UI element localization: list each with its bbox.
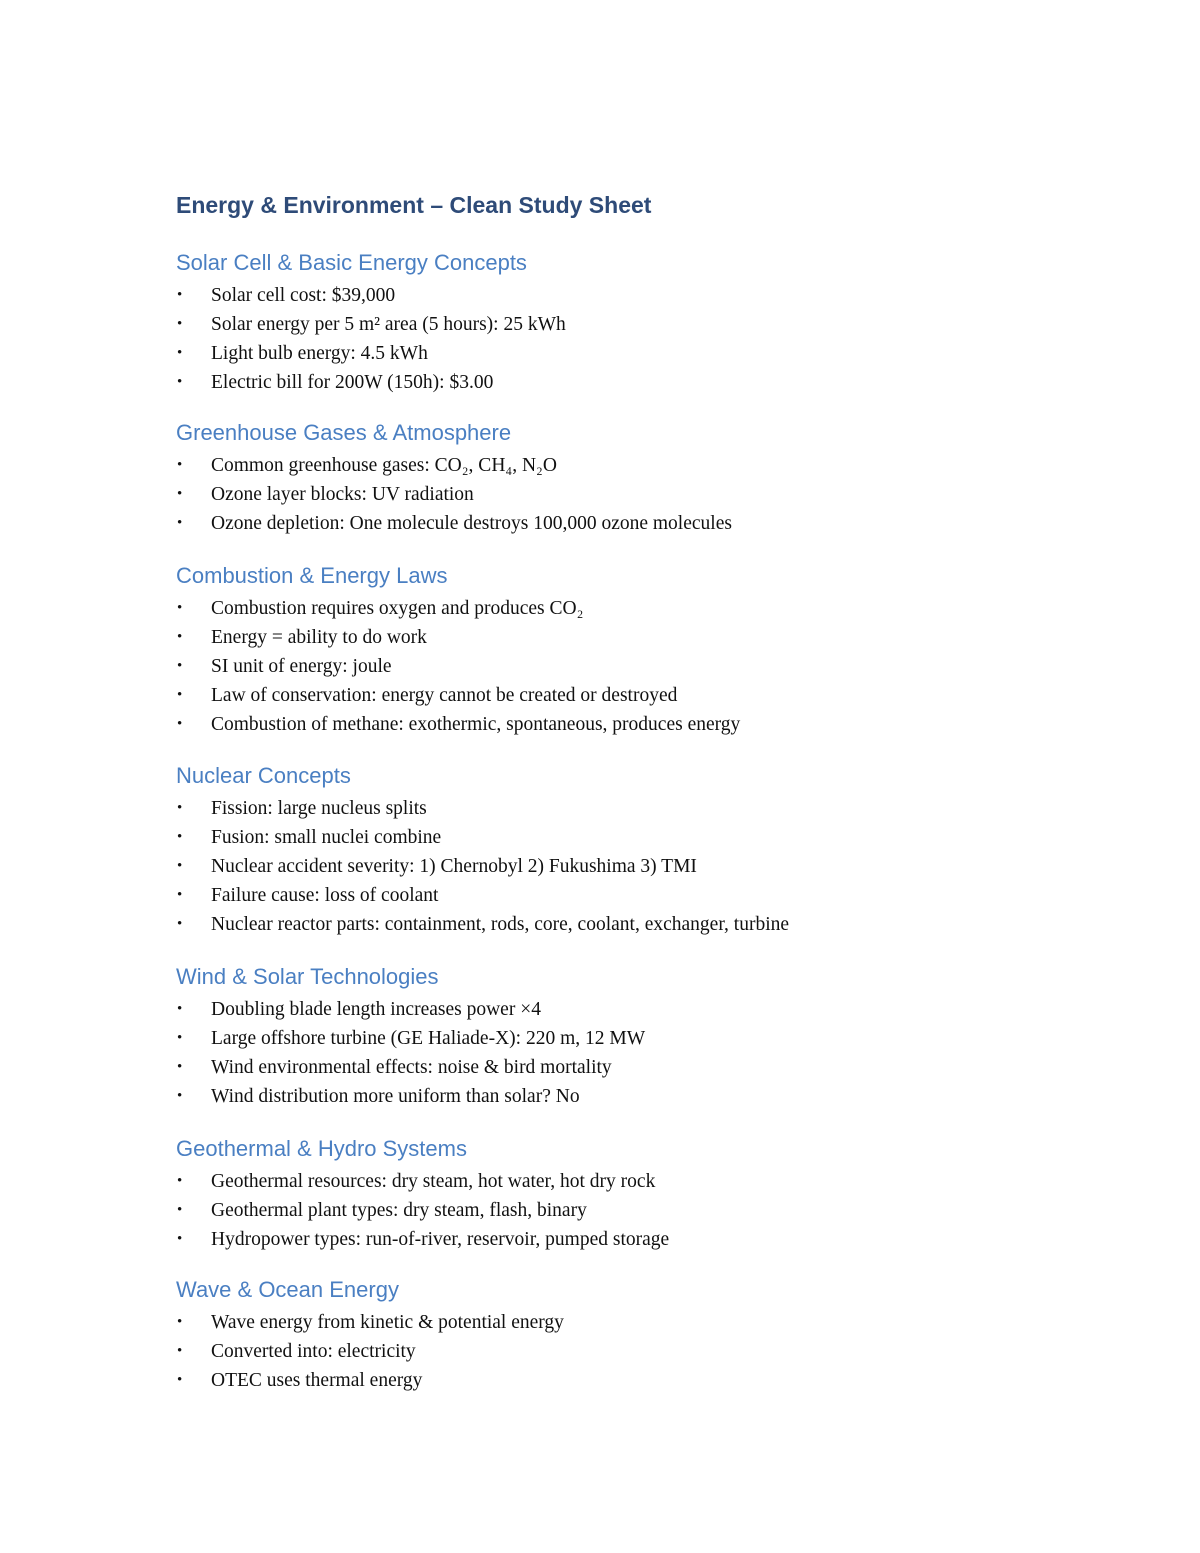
bullet-icon: • (177, 1030, 183, 1046)
list-item (176, 1053, 1076, 1082)
list-item-text: Combustion requires oxygen and produces CO₂ (211, 598, 584, 619)
bullet-icon: • (177, 457, 183, 473)
list-item-text: Geothermal plant types: dry steam, flash, binary (211, 1200, 587, 1221)
bullet-list (176, 995, 1076, 1111)
bullet-icon: • (177, 345, 183, 361)
bullet-icon: • (177, 1372, 183, 1388)
list-item-text: Doubling blade length increases power ×4 (211, 999, 541, 1020)
list-item-text: Failure cause: loss of coolant (211, 885, 439, 906)
list-item-text: Geothermal resources: dry steam, hot water, hot dry rock (211, 1171, 656, 1192)
section-heading: Geothermal & Hydro Systems (176, 1136, 467, 1161)
bullet-icon: • (177, 600, 183, 616)
bullet-icon: • (177, 629, 183, 645)
bullet-icon: • (177, 1059, 183, 1075)
list-item-text: Wind distribution more uniform than solar? No (211, 1086, 580, 1107)
list-item-text: Wave energy from kinetic & potential energy (211, 1312, 564, 1333)
list-item (176, 910, 1076, 939)
bullet-icon: • (177, 1314, 183, 1330)
bullet-icon: • (177, 287, 183, 303)
list-item-text: Electric bill for 200W (150h): $3.00 (211, 372, 494, 393)
list-item (176, 310, 1076, 339)
list-item (176, 995, 1076, 1024)
list-item (176, 852, 1076, 881)
section-heading: Combustion & Energy Laws (176, 563, 448, 588)
section-greenhouse-gases (176, 417, 1076, 538)
bullet-list (176, 1308, 1076, 1395)
bullet-icon: • (177, 1173, 183, 1189)
list-item-text: Law of conservation: energy cannot be created or destroyed (211, 685, 678, 706)
list-item-text: Solar energy per 5 m² area (5 hours): 25 kWh (211, 314, 566, 335)
list-item (176, 623, 1076, 652)
bullet-icon: • (177, 800, 183, 816)
list-item-text: Nuclear accident severity: 1) Chernobyl 2) Fukushima 3) TMI (211, 856, 697, 877)
list-item (176, 594, 1076, 623)
list-item (176, 681, 1076, 710)
bullet-icon: • (177, 374, 183, 390)
section-heading: Wave & Ocean Energy (176, 1277, 399, 1302)
bullet-icon: • (177, 687, 183, 703)
list-item (176, 1196, 1076, 1225)
list-item (176, 1082, 1076, 1111)
list-item-text: Large offshore turbine (GE Haliade-X): 220 m, 12 MW (211, 1028, 646, 1049)
bullet-icon: • (177, 658, 183, 674)
section-heading: Wind & Solar Technologies (176, 964, 439, 989)
bullet-icon: • (177, 829, 183, 845)
list-item (176, 281, 1076, 310)
list-item-text: Hydropower types: run-of-river, reservoir, pumped storage (211, 1229, 670, 1250)
list-item (176, 823, 1076, 852)
list-item-text: OTEC uses thermal energy (211, 1370, 423, 1391)
bullet-icon: • (177, 716, 183, 732)
section-wind-solar (176, 961, 1076, 1111)
bullet-icon: • (177, 1202, 183, 1218)
section-heading: Greenhouse Gases & Atmosphere (176, 420, 512, 445)
bullet-list (176, 594, 1076, 739)
list-item (176, 1366, 1076, 1395)
bullet-list (176, 451, 1076, 538)
list-item (176, 451, 1076, 480)
list-item-text: Energy = ability to do work (211, 627, 427, 648)
list-item (176, 1308, 1076, 1337)
bullet-icon: • (177, 887, 183, 903)
list-item-text: Fusion: small nuclei combine (211, 827, 442, 848)
list-item (176, 881, 1076, 910)
section-heading: Nuclear Concepts (176, 763, 351, 788)
list-item (176, 480, 1076, 509)
section-nuclear (176, 760, 1076, 939)
section-combustion (176, 560, 1076, 739)
list-item (176, 1337, 1076, 1366)
list-item (176, 509, 1076, 538)
list-item (176, 652, 1076, 681)
bullet-icon: • (177, 858, 183, 874)
list-item-text: SI unit of energy: joule (211, 656, 392, 677)
bullet-icon: • (177, 916, 183, 932)
bullet-list (176, 281, 1076, 397)
bullet-list (176, 1167, 1076, 1254)
list-item (176, 710, 1076, 739)
list-item-text: Fission: large nucleus splits (211, 798, 427, 819)
list-item (176, 1167, 1076, 1196)
bullet-icon: • (177, 515, 183, 531)
section-geothermal-hydro (176, 1133, 1076, 1254)
list-item-text: Combustion of methane: exothermic, spontaneous, produces energy (211, 714, 741, 735)
list-item (176, 368, 1076, 397)
list-item (176, 794, 1076, 823)
bullet-icon: • (177, 1088, 183, 1104)
list-item-text: Wind environmental effects: noise & bird mortality (211, 1057, 612, 1078)
section-wave-ocean (176, 1274, 1076, 1395)
list-item-text: Solar cell cost: $39,000 (211, 285, 396, 306)
bullet-list (176, 794, 1076, 939)
list-item (176, 1024, 1076, 1053)
bullet-icon: • (177, 1231, 183, 1247)
list-item (176, 339, 1076, 368)
bullet-icon: • (177, 1001, 183, 1017)
bullet-icon: • (177, 486, 183, 502)
list-item-text: Light bulb energy: 4.5 kWh (211, 343, 428, 364)
list-item (176, 1225, 1076, 1254)
list-item-text: Common greenhouse gases: CO₂, CH₄, N₂O (211, 455, 557, 476)
list-item-text: Ozone depletion: One molecule destroys 100,000 ozone molecules (211, 513, 732, 534)
page-title: Energy & Environment – Clean Study Sheet (176, 192, 652, 218)
bullet-icon: • (177, 1343, 183, 1359)
section-solar-cell (176, 247, 1076, 397)
section-heading: Solar Cell & Basic Energy Concepts (176, 250, 527, 275)
list-item-text: Ozone layer blocks: UV radiation (211, 484, 474, 505)
bullet-icon: • (177, 316, 183, 332)
list-item-text: Nuclear reactor parts: containment, rods, core, coolant, exchanger, turbine (211, 914, 790, 935)
list-item-text: Converted into: electricity (211, 1341, 416, 1362)
